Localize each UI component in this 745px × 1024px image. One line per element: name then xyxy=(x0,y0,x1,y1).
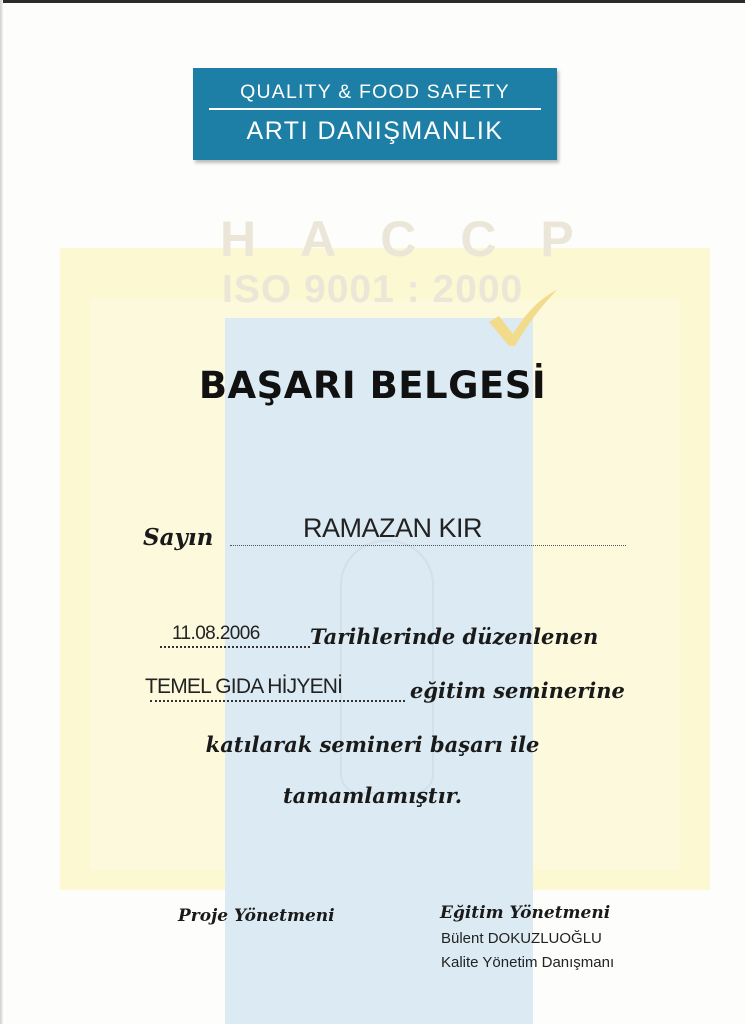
course-name: TEMEL GIDA HİJYENİ xyxy=(145,675,343,698)
company-logo xyxy=(193,68,557,160)
signature-right-role: Kalite Yönetim Danışmanı xyxy=(441,954,615,971)
logo-divider xyxy=(209,108,541,110)
watermark-iso: ISO 9001 : 2000 xyxy=(222,268,524,311)
checkmark-icon xyxy=(485,288,560,350)
body-text-line3: katılarak semineri başarı ile xyxy=(205,732,540,757)
name-dotted-line xyxy=(230,545,626,546)
scan-edge-top xyxy=(0,0,745,3)
signature-left-title: Proje Yönetmeni xyxy=(178,906,335,926)
watermark-haccp: HACCP xyxy=(220,211,618,267)
date-dotted-line xyxy=(160,646,310,648)
seminar-date: 11.08.2006 xyxy=(172,623,260,644)
certificate-title: BAŞARI BELGESİ xyxy=(198,364,547,407)
recipient-name: RAMAZAN KIR xyxy=(303,513,483,543)
signature-right-title: Eğitim Yönetmeni xyxy=(440,903,611,923)
course-dotted-line xyxy=(150,700,405,702)
signature-right-name: Bülent DOKUZLUOĞLU xyxy=(441,930,602,947)
body-text-line1: Tarihlerinde düzenlenen xyxy=(310,624,599,649)
salutation: Sayın xyxy=(143,524,214,551)
scan-edge-left xyxy=(0,0,3,1024)
logo-line2: ARTI DANIŞMANLIK xyxy=(246,117,504,145)
body-text-line4: tamamlamıştır. xyxy=(282,783,463,808)
logo-line1: QUALITY & FOOD SAFETY xyxy=(240,81,510,103)
body-text-line2: eğitim seminerine xyxy=(410,678,625,703)
